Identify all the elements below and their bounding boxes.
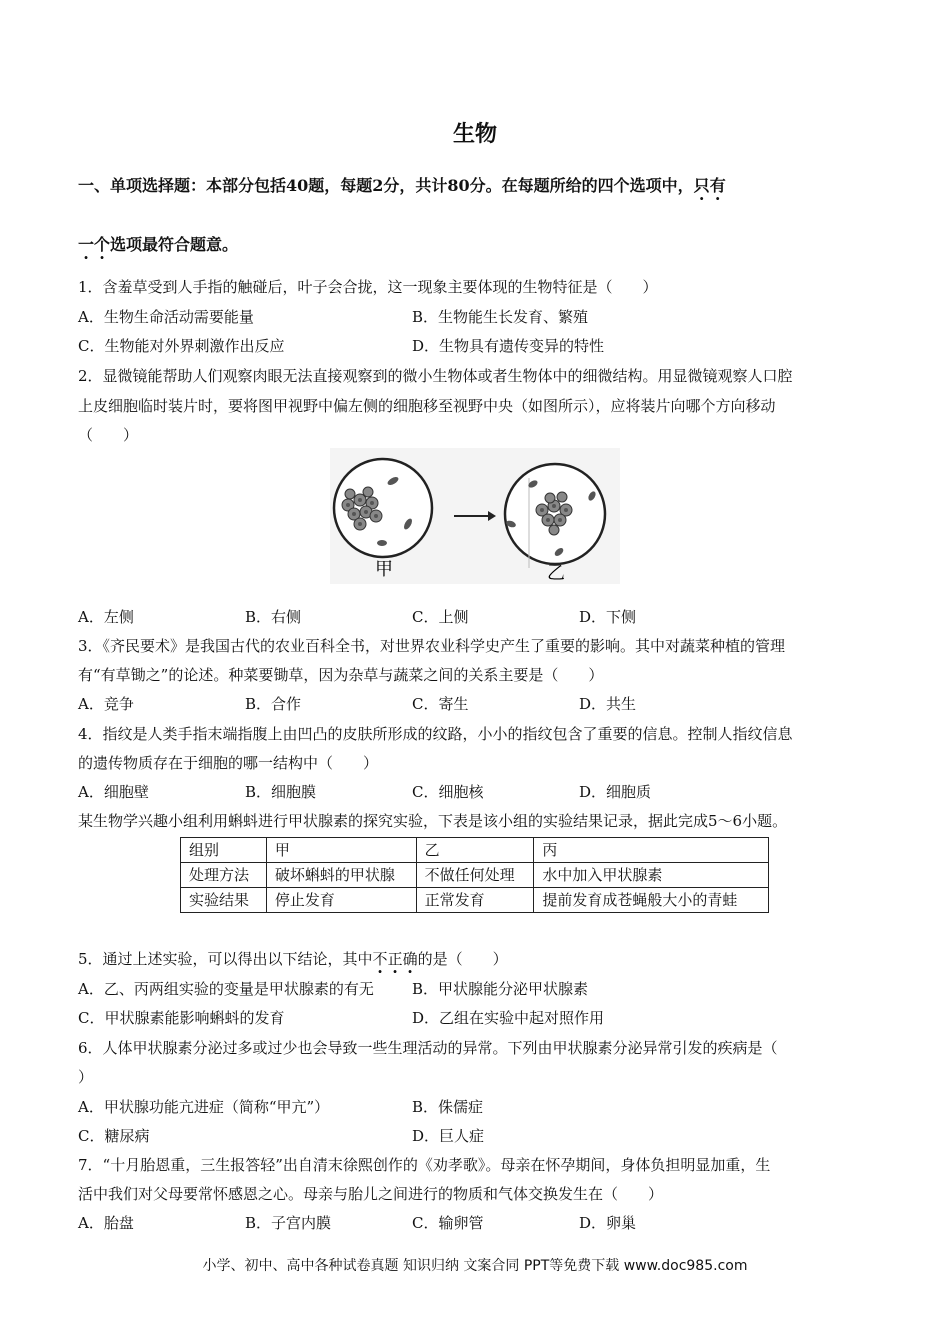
table-cell: 处理方法 [181, 863, 267, 888]
emphasis-char: 正 [387, 950, 403, 968]
table-cell: 停止发育 [266, 888, 416, 913]
q4-option-c: C．细胞核 [412, 783, 484, 801]
emphasis-char: 有 [709, 176, 726, 195]
microscope-field-figure [330, 448, 620, 584]
field-jia [334, 459, 432, 557]
q5-option-a: A．乙、丙两组实验的变量是甲状腺素的有无 [78, 980, 374, 998]
q4-stem-line2: 的遗传物质存在于细胞的哪一结构中（ ） [78, 754, 379, 772]
q5-stem [78, 949, 508, 969]
q5-option-c: C．甲状腺素能影响蝌蚪的发育 [78, 1009, 285, 1027]
q6-option-c: C．糖尿病 [78, 1127, 150, 1145]
q5-option-d: D．乙组在实验中起对照作用 [412, 1009, 605, 1027]
q5-stem-text: 的是（ ） [417, 950, 508, 968]
q4-stem-line1: 4．指纹是人类手指末端指腹上由凹凸的皮肤所形成的纹路，小小的指纹包含了重要的信息。控制人指纹信息 [78, 725, 793, 743]
q1-option-b: B．生物能生长发育、繁殖 [412, 308, 589, 326]
q2-stem-line1: 2．显微镜能帮助人们观察肉眼无法直接观察到的微小生物体或者生物体中的细微结构。用显微镜观察人口腔 [78, 367, 793, 385]
q2-option-a: A．左侧 [78, 608, 134, 626]
q5-option-b: B．甲状腺能分泌甲状腺素 [412, 980, 589, 998]
label-jia: 甲 [375, 559, 393, 580]
intro-5-6: 某生物学兴趣小组利用蝌蚪进行甲状腺素的探究实验，下表是该小组的实验结果记录，据此完成5～6小题。 [78, 812, 788, 830]
q1-stem: 1．含羞草受到人手指的触碰后，叶子会合拢，这一现象主要体现的生物特征是（ ） [78, 278, 658, 296]
emphasis-char: 只 [693, 176, 710, 195]
table-row [181, 888, 769, 913]
q2-stem-line3: （ ） [78, 426, 139, 444]
q5-stem-text: 5．通过上述实验，可以得出以下结论，其中 [78, 950, 373, 968]
q7-option-a: A．胎盘 [78, 1214, 134, 1232]
page-title: 生物 [452, 121, 497, 147]
q6-option-d: D．巨人症 [412, 1127, 485, 1145]
q7-stem-line2: 活中我们对父母要常怀感恩之心。母亲与胎儿之间进行的物质和气体交换发生在（ ） [78, 1185, 664, 1203]
table-cell: 不做任何处理 [416, 863, 534, 888]
table-cell: 提前发育成苍蝇般大小的青蛙 [534, 888, 769, 913]
emphasis-char: 个 [94, 235, 111, 254]
q1-option-c: C．生物能对外界刺激作出反应 [78, 337, 285, 355]
table-cell: 破坏蝌蚪的甲状腺 [266, 863, 416, 888]
q3-option-d: D．共生 [579, 695, 637, 713]
experiment-table [180, 837, 769, 913]
q3-option-a: A．竞争 [78, 695, 134, 713]
table-cell: 水中加入甲状腺素 [534, 863, 769, 888]
table-header-cell: 丙 [534, 838, 769, 863]
table-cell: 正常发育 [416, 888, 534, 913]
q4-option-a: A．细胞壁 [78, 783, 149, 801]
label-yi: 乙 [547, 563, 565, 584]
table-header-cell: 乙 [416, 838, 534, 863]
q1-option-d: D．生物具有遗传变异的特性 [412, 337, 605, 355]
q4-option-b: B．细胞膜 [245, 783, 317, 801]
q2-option-b: B．右侧 [245, 608, 302, 626]
q7-stem-line1: 7．“十月胎恩重，三生报答轻”出自清末徐熙创作的《劝孝歌》。母亲在怀孕期间，身体负担明显加重，生 [78, 1156, 771, 1174]
table-header-cell: 组别 [181, 838, 267, 863]
q6-stem-line1: 6．人体甲状腺素分泌过多或过少也会导致一些生理活动的异常。下列由甲状腺素分泌异常引发的疾病是（ [78, 1039, 778, 1057]
emphasis-char: 确 [402, 950, 418, 968]
emphasis-char: 不 [372, 950, 388, 968]
q6-option-a: A．甲状腺功能亢进症（简称“甲亢”） [78, 1098, 330, 1116]
q4-option-d: D．细胞质 [579, 783, 652, 801]
section-heading-line2 [78, 234, 238, 256]
table-header-cell: 甲 [266, 838, 416, 863]
section-heading-line1 [78, 175, 726, 197]
q7-option-c: C．输卵管 [412, 1214, 484, 1232]
table-header-row [181, 838, 769, 863]
q6-stem-line2: ） [78, 1068, 94, 1086]
q1-option-a: A．生物生命活动需要能量 [78, 308, 254, 326]
section-heading-text: 选项最符合题意。 [110, 235, 239, 254]
q3-option-c: C．寄生 [412, 695, 469, 713]
table-cell: 实验结果 [181, 888, 267, 913]
q2-option-d: D．下侧 [579, 608, 637, 626]
section-heading-text: 一、单项选择题：本部分包括40题，每题2分，共计80分。在每题所给的四个选项中， [78, 176, 694, 195]
q3-stem-line2: 有“有草锄之”的论述。种菜要锄草，因为杂草与蔬菜之间的关系主要是（ ） [78, 666, 604, 684]
q2-stem-line2: 上皮细胞临时装片时，要将图甲视野中偏左侧的细胞移至视野中央（如图所示），应将装片向哪个方向移动 [78, 397, 776, 415]
emphasis-char: 一 [78, 235, 95, 254]
q2-option-c: C．上侧 [412, 608, 469, 626]
q7-option-b: B．子宫内膜 [245, 1214, 332, 1232]
q3-option-b: B．合作 [245, 695, 302, 713]
table-row [181, 863, 769, 888]
footer-text[interactable]: 小学、初中、高中各种试卷真题 知识归纳 文案合同 PPT等免费下载 www.doc985.com [202, 1258, 748, 1274]
q3-stem-line1: 3．《齐民要术》是我国古代的农业百科全书，对世界农业科学史产生了重要的影响。其中对蔬菜种植的管理 [78, 637, 786, 655]
q7-option-d: D．卵巢 [579, 1214, 637, 1232]
q6-option-b: B．侏儒症 [412, 1098, 484, 1116]
